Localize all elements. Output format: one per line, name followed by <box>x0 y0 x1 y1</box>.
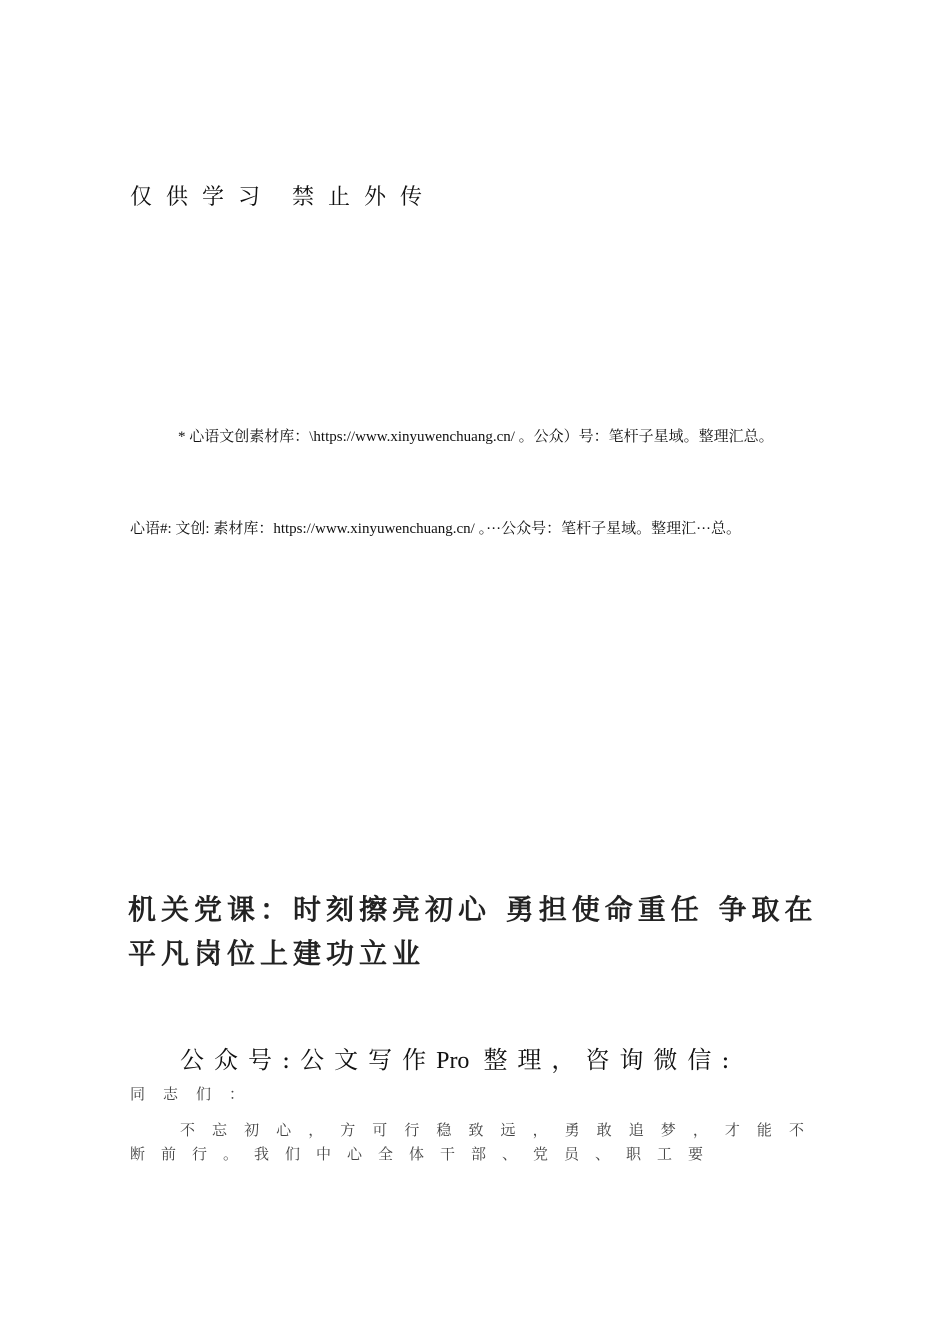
notice-study-only: 仅供学习 <box>130 185 275 210</box>
greeting: 同志们： <box>130 1085 263 1103</box>
publisher-prefix: 公众号:公文写作 <box>180 1046 437 1074</box>
source-line-1: * 心语文创素材库：\https://www.xinyuwenchuang.cn/ 。公众）号：笔杆子星域。整理汇总。 <box>178 429 774 445</box>
notice-line <box>130 180 436 211</box>
publisher-pro: Pro <box>436 1048 470 1074</box>
notice-no-distribution: 禁止外传 <box>292 185 437 210</box>
publisher-suffix: 整理，咨询微信: <box>483 1046 740 1074</box>
publisher-line <box>180 1040 740 1075</box>
document-title: 机关党课：时刻擦亮初心 勇担使命重任 争取在平凡岗位上建功立业 <box>128 893 818 970</box>
body-paragraph: 不忘初心，方可行稳致远，勇敢追梦，才能不断前行。我们中心全体干部、党员、职工要 <box>130 1121 820 1163</box>
source-line-2: 心语#: 文创: 素材库：https://www.xinyuwenchuang.cn/ 。···公众号：笔杆子星域。整理汇···总。 <box>130 521 742 537</box>
